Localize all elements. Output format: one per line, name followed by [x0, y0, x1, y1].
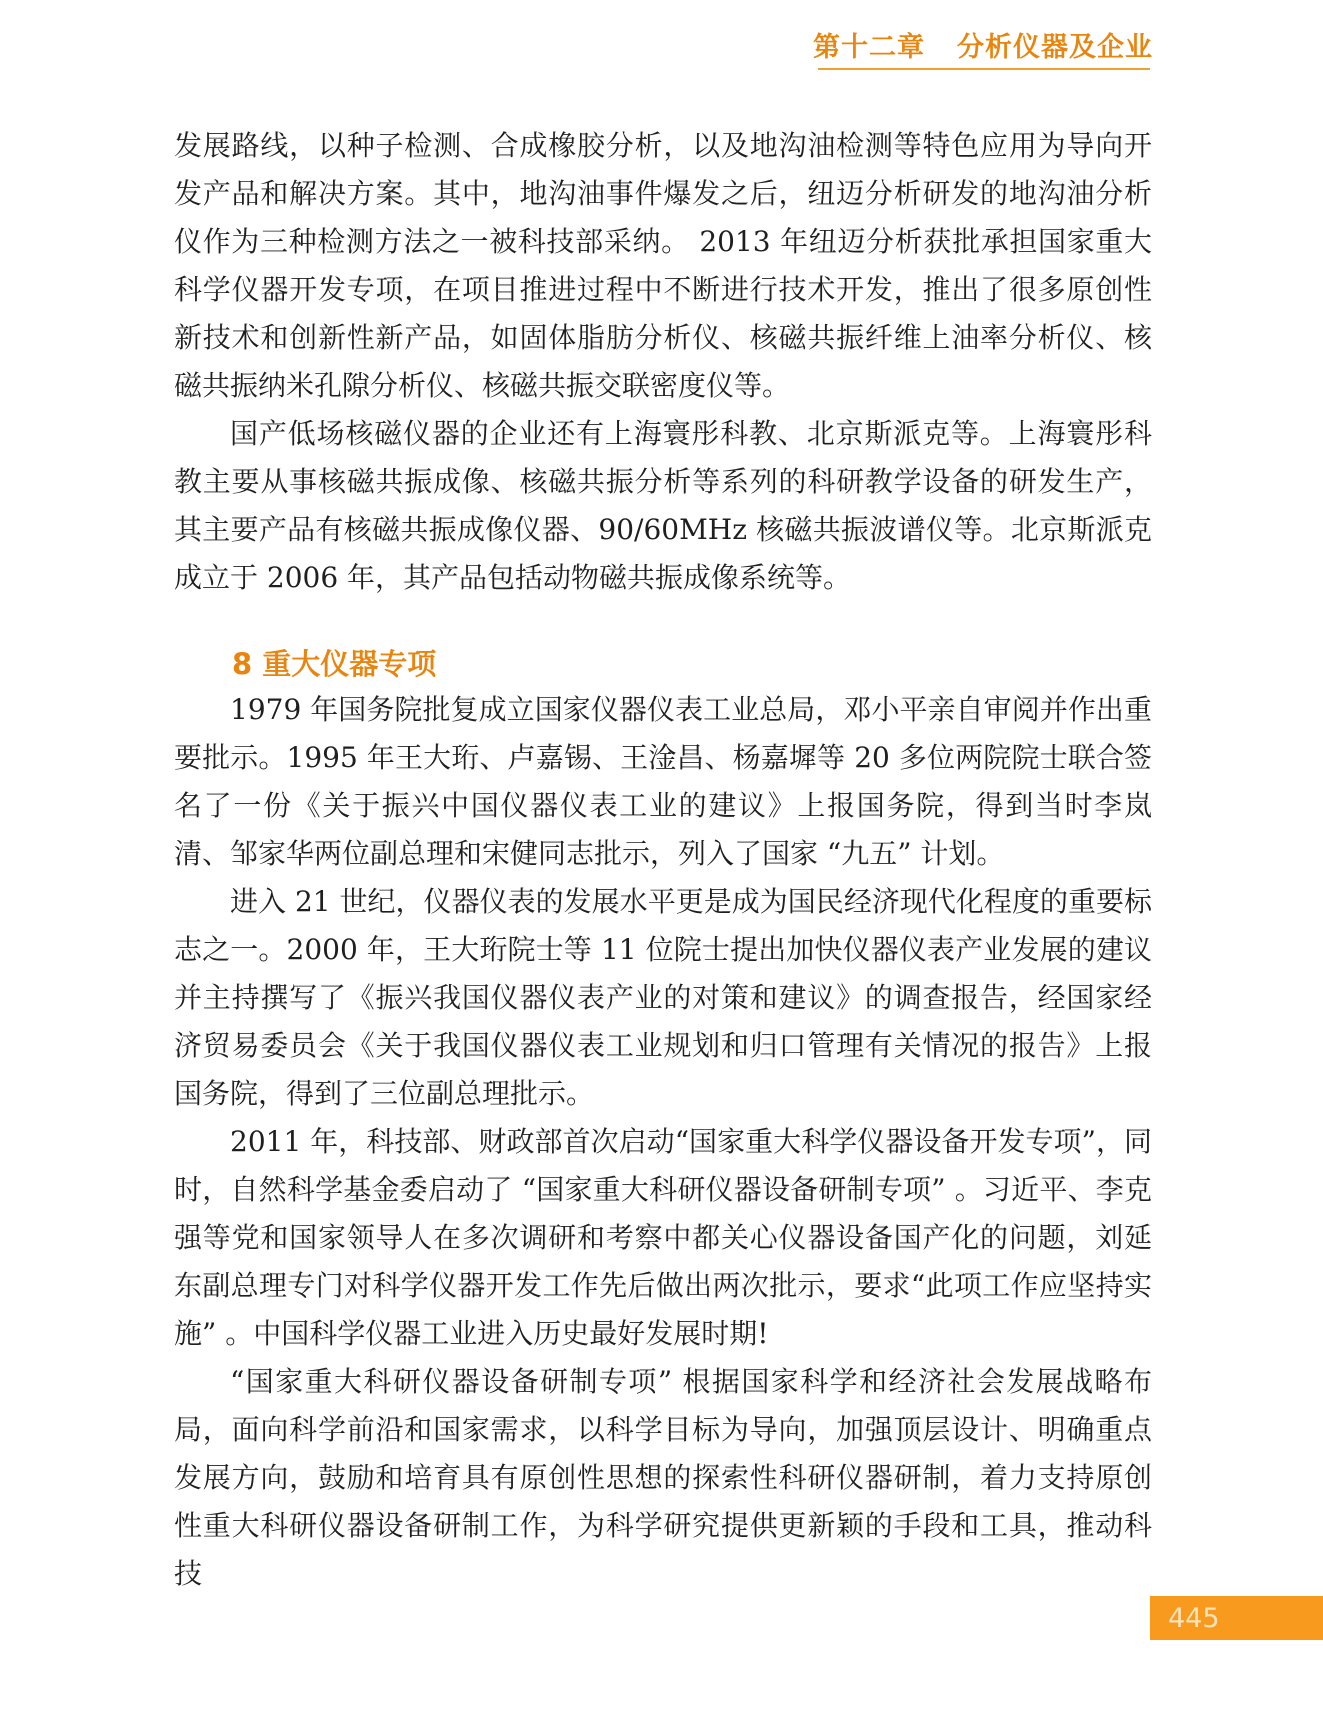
paragraph: 进入 21 世纪，仪器仪表的发展水平更是成为国民经济现代化程度的重要标志之一。2000 年，王大珩院士等 11 位院士提出加快仪器仪表产业发展的建议并主持撰写了《振兴我国仪器仪表产业的对策和建议》的调查报告，经国家经济贸易委员会《关于我国仪器仪表工业规划和归口管理有关情况的报告》上报国务院，得到了三位副总理批示。	[174, 885, 1152, 1110]
paragraph: 发展路线，以种子检测、合成橡胶分析，以及地沟油检测等特色应用为导向开发产品和解决方案。其中，地沟油事件爆发之后，纽迈分析研发的地沟油分析仪作为三种检测方法之一被科技部采纳。 2013 年纽迈分析获批承担国家重大科学仪器开发专项，在项目推进过程中不断进行技术开发，推出了很多原创性新技术和创新性新产品，如固体脂肪分析仪、核磁共振纤维上油率分析仪、核磁共振纳米孔隙分析仪、核磁共振交联密度仪等。	[174, 129, 1152, 402]
page-number-badge	[1150, 1596, 1323, 1640]
section-heading: 8 重大仪器专项	[232, 647, 437, 681]
paragraph: 国产低场核磁仪器的企业还有上海寰彤科教、北京斯派克等。上海寰彤科教主要从事核磁共振成像、核磁共振分析等系列的科研教学设备的研发生产，其主要产品有核磁共振成像仪器、90/60MHz 核磁共振波谱仪等。北京斯派克成立于 2006 年，其产品包括动物磁共振成像系统等。	[174, 417, 1152, 594]
chapter-number: 第十二章	[813, 32, 925, 63]
paragraph: 2011 年，科技部、财政部首次启动“国家重大科学仪器设备开发专项”，同时，自然科学基金委启动了 “国家重大科研仪器设备研制专项” 。习近平、李克强等党和国家领导人在多次调研和考察中都关心仪器设备国产化的问题，刘延东副总理专门对科学仪器开发工作先后做出两次批示，要求“此项工作应坚持实施” 。中国科学仪器工业进入历史最好发展时期!	[174, 1125, 1152, 1350]
paragraph: “国家重大科研仪器设备研制专项” 根据国家科学和经济社会发展战略布局，面向科学前沿和国家需求，以科学目标为导向，加强顶层设计、明确重点发展方向，鼓励和培育具有原创性思想的探索性科研仪器研制，着力支持原创性重大科研仪器设备研制工作，为科学研究提供更新颖的手段和工具，推动科技	[174, 1365, 1152, 1590]
chapter-title: 分析仪器及企业	[957, 32, 1153, 63]
paragraph: 1979 年国务院批复成立国家仪器仪表工业总局，邓小平亲自审阅并作出重要批示。1995 年王大珩、卢嘉锡、王淦昌、杨嘉墀等 20 多位两院院士联合签名了一份《关于振兴中国仪器仪表工业的建议》上报国务院，得到当时李岚清、邹家华两位副总理和宋健同志批示，列入了国家 “九五” 计划。	[174, 693, 1152, 870]
header-rule	[818, 68, 1150, 70]
body-text	[174, 122, 1152, 1598]
running-header	[813, 18, 1153, 64]
page-number: 445	[1168, 1602, 1220, 1634]
